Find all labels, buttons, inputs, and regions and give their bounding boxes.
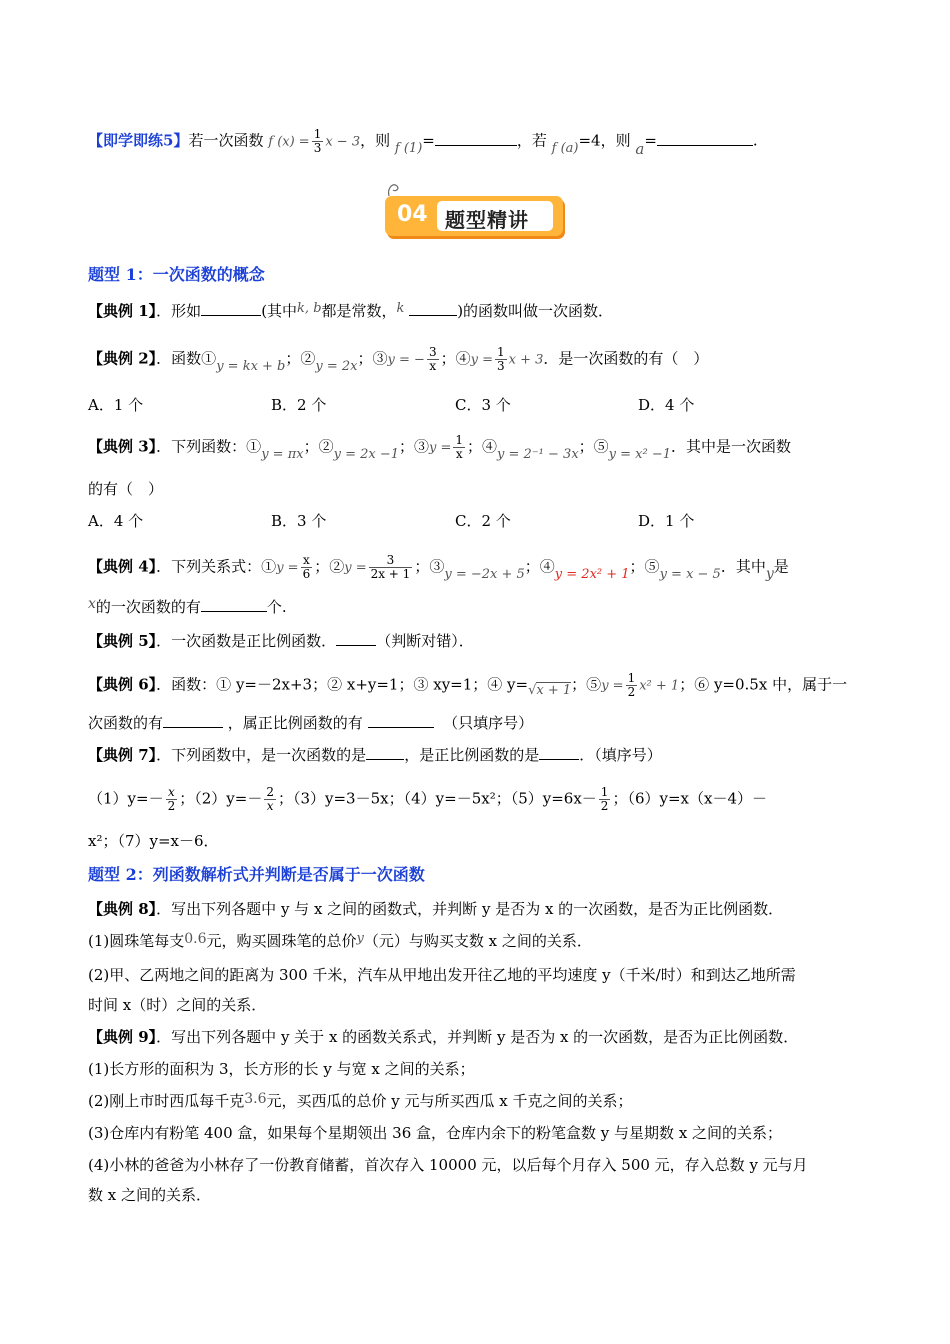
text: 次函数的有 — [88, 714, 164, 732]
formula: y = 2x — [315, 358, 358, 374]
banner-number: 04 — [397, 202, 428, 227]
answer-blank[interactable] — [366, 745, 404, 760]
example-2 — [88, 346, 708, 373]
practice-5 — [88, 127, 758, 158]
formula: x — [88, 596, 96, 612]
formula: y = — [429, 440, 452, 456]
text: ；④ — [467, 437, 498, 456]
text: ，则 — [360, 131, 391, 150]
formula: y = — [276, 560, 299, 576]
formula: x − 3 — [325, 134, 361, 150]
option-b[interactable]: B．2 个 — [271, 396, 327, 414]
text: ．写出下列各题中 y 与 x 之间的函数式，并判断 y 是否为 x 的一次函数，是否为正比例函数． — [156, 900, 784, 918]
text: = — [644, 131, 657, 150]
formula: y — [356, 931, 364, 946]
text: ；（2）y=－ — [179, 789, 263, 808]
option-a[interactable]: A．1 个 — [88, 396, 144, 414]
text: ，是正比例函数的是 — [404, 746, 540, 764]
text: ．下列关系式：① — [156, 557, 277, 576]
text: ．函数① — [156, 349, 217, 368]
formula: 0.6 — [184, 931, 207, 947]
formula: y = x − 5 — [659, 566, 721, 582]
type-2-title: 题型 2：列函数解析式并判断是否属于一次函数 — [88, 865, 425, 884]
example-9-q2 — [88, 1090, 633, 1113]
answer-blank[interactable] — [435, 131, 517, 146]
example-7-line-2 — [88, 786, 767, 813]
text: ．形如 — [156, 302, 202, 320]
text: ．其中是一次函数 — [671, 437, 792, 456]
text: ；（6）y=x（x－4）－ — [612, 789, 767, 808]
example-9 — [88, 1026, 798, 1048]
text: (1)圆珠笔每支 — [88, 932, 185, 950]
answer-blank[interactable] — [368, 713, 434, 728]
text: 个. — [266, 598, 287, 616]
text: )的函数叫做一次函数． — [457, 302, 614, 320]
formula: x + 3 — [508, 352, 544, 368]
example-6 — [88, 672, 847, 699]
example-label: 【典例 7】 — [88, 746, 157, 764]
answer-blank[interactable] — [409, 301, 457, 316]
example-1 — [88, 300, 613, 324]
text: 元，购买圆珠笔的总价 — [206, 932, 357, 950]
example-9-q1: (1)长方形的面积为 3，长方形的长 y 与宽 x 之间的关系； — [88, 1060, 475, 1078]
text: (2)刚上市时西瓜每千克 — [88, 1092, 245, 1110]
fraction: $\frac{x}{2}$ — [167, 785, 176, 813]
example-label: 【典例 9】 — [88, 1028, 157, 1046]
fraction: $\frac{1}{2}$ — [600, 785, 609, 813]
type-1-title: 题型 1：一次函数的概念 — [88, 265, 265, 284]
text: ，若 — [516, 131, 547, 150]
text: ；⑥ y=0.5x 中，属于一 — [679, 675, 848, 694]
formula: f (1) — [394, 140, 423, 156]
example-7-line-3: x²；（7）y=x－6． — [88, 832, 219, 850]
example-label: 【典例 2】 — [88, 349, 157, 368]
text: 的一次函数的有 — [95, 598, 201, 616]
text: （元）与购买支数 x 之间的关系． — [363, 932, 592, 950]
text: ；③ — [414, 557, 445, 576]
example-3-line-2: 的有（ ） — [88, 480, 164, 498]
example-label: 【典例 1】 — [88, 302, 157, 320]
formula: y = −2x + 5 — [444, 566, 525, 582]
fraction: $\frac{2}{x}$ — [266, 785, 274, 813]
formula: 3.6 — [244, 1091, 267, 1107]
text: （只填序号） — [443, 714, 534, 732]
formula: k, b — [297, 301, 322, 316]
text: ；② — [314, 557, 345, 576]
example-4 — [88, 554, 789, 581]
text: ；③ — [399, 437, 430, 456]
option-d[interactable]: D．4 个 — [638, 396, 695, 414]
sqrt-formula: √x + 1 — [528, 682, 572, 698]
answer-blank[interactable] — [201, 597, 267, 612]
example-9-q4: (4)小林的爸爸为小林存了一份教育储蓄，首次存入 10000 元，以后每个月存入 500 元，存入总数 y 元与月 — [88, 1156, 808, 1174]
example-8 — [88, 898, 783, 920]
formula: y = − — [387, 352, 425, 368]
fraction: $\frac{x}{6}$ — [302, 553, 311, 581]
example-9-q3: (3)仓库内有粉笔 400 盒，如果每个星期领出 36 盒，仓库内余下的粉笔盒数 y 与星期数 x 之间的关系； — [88, 1124, 783, 1142]
text: （判断对错）． — [376, 632, 474, 650]
example-8-q2-line-2: 时间 x（时）之间的关系． — [88, 996, 267, 1014]
formula: y = kx + b — [216, 358, 286, 374]
text: ；④ — [524, 557, 555, 576]
text: ．一次函数是正比例函数． — [156, 632, 337, 650]
option-c[interactable]: C．2 个 — [455, 512, 511, 530]
answer-blank[interactable] — [163, 713, 223, 728]
text: (其中 — [261, 302, 298, 320]
answer-blank[interactable] — [657, 131, 753, 146]
example-label: 【典例 4】 — [88, 557, 157, 576]
formula: x² + 1 — [639, 678, 680, 694]
fraction: $\frac{3}{x}$ — [428, 345, 437, 373]
example-5 — [88, 630, 474, 652]
formula: k — [396, 301, 405, 316]
fraction: $\frac{1}{3}$ — [313, 127, 322, 155]
example-7 — [88, 744, 662, 766]
option-b[interactable]: B．3 个 — [271, 512, 327, 530]
example-label: 【典例 3】 — [88, 437, 157, 456]
text: ；⑤ — [629, 557, 660, 576]
example-label: 【典例 6】 — [88, 675, 157, 694]
fraction: $\frac{1}{3}$ — [496, 345, 505, 373]
text: ．是一次函数的有（ ） — [543, 349, 709, 368]
text: ；⑤ — [578, 437, 609, 456]
formula-highlighted: y = 2x² + 1 — [554, 566, 630, 582]
formula: f (x) = — [268, 134, 310, 150]
text: 是 — [773, 557, 789, 576]
answer-blank[interactable] — [336, 631, 376, 646]
text: ；（3）y=3－5x；（4）y=－5x²；（5）y=6x－ — [277, 789, 597, 808]
text: ．下列函数中，是一次函数的是 — [156, 746, 367, 764]
answer-blank[interactable] — [539, 745, 579, 760]
text: ．（填序号） — [579, 746, 662, 764]
formula: y — [765, 565, 774, 582]
formula: y = 2x −1 — [333, 446, 399, 462]
text: ．下列函数：① — [156, 437, 262, 456]
formula: y = — [470, 352, 493, 368]
text: 都是常数， — [321, 302, 397, 320]
formula: a — [635, 139, 645, 158]
text: 元，买西瓜的总价 y 元与所买西瓜 x 千克之间的关系； — [266, 1092, 633, 1110]
text: ；③ — [357, 349, 388, 368]
text: = — [422, 131, 435, 150]
text: ．写出下列各题中 y 关于 x 的函数关系式，并判断 y 是否为 x 的一次函数，是否为正比例函数． — [156, 1028, 799, 1046]
option-d[interactable]: D．1 个 — [638, 512, 695, 530]
option-a[interactable]: A．4 个 — [88, 512, 144, 530]
formula: y = — [601, 678, 624, 694]
text: ，属正比例函数的有 — [227, 714, 363, 732]
text: ；⑤ — [571, 675, 602, 694]
example-label: 【典例 8】 — [88, 900, 157, 918]
example-3 — [88, 434, 791, 461]
fraction: $\frac{1}{x}$ — [455, 433, 464, 461]
formula: y = 2⁻¹ − 3x — [497, 446, 579, 462]
formula: f (a) — [551, 140, 579, 156]
banner-title: 题型精讲 — [445, 208, 529, 232]
practice-5-text: 若一次函数 — [188, 131, 264, 150]
fraction: $\frac{3}{2x + 1}$ — [370, 553, 411, 581]
example-8-q2: (2)甲、乙两地之间的距离为 300 千米，汽车从甲地出发开往乙地的平均速度 y（千米/时）和到达乙地所需 — [88, 966, 796, 984]
text: . — [752, 131, 758, 150]
example-9-q4-line-2: 数 x 之间的关系． — [88, 1186, 211, 1204]
text: （1）y=－ — [88, 789, 164, 808]
option-c[interactable]: C．3 个 — [455, 396, 511, 414]
text: ；② — [285, 349, 316, 368]
example-label: 【典例 5】 — [88, 632, 157, 650]
answer-blank[interactable] — [201, 301, 261, 316]
formula: y = πx — [261, 446, 304, 462]
text: =4，则 — [578, 131, 631, 150]
example-6-line-2 — [88, 712, 533, 734]
formula: y = — [344, 560, 367, 576]
practice-5-label: 【即学即练5】 — [88, 131, 189, 150]
text: ．其中 — [720, 557, 766, 576]
example-4-line-2 — [88, 596, 287, 619]
example-8-q1 — [88, 930, 592, 954]
section-banner — [385, 192, 567, 240]
fraction: $\frac{1}{2}$ — [627, 671, 636, 699]
text: ；② — [303, 437, 334, 456]
text: ．函数：① y=－2x+3；② x+y=1；③ xy=1；④ y= — [156, 675, 529, 694]
formula: y = x² −1 — [608, 446, 672, 462]
text: ；④ — [440, 349, 471, 368]
